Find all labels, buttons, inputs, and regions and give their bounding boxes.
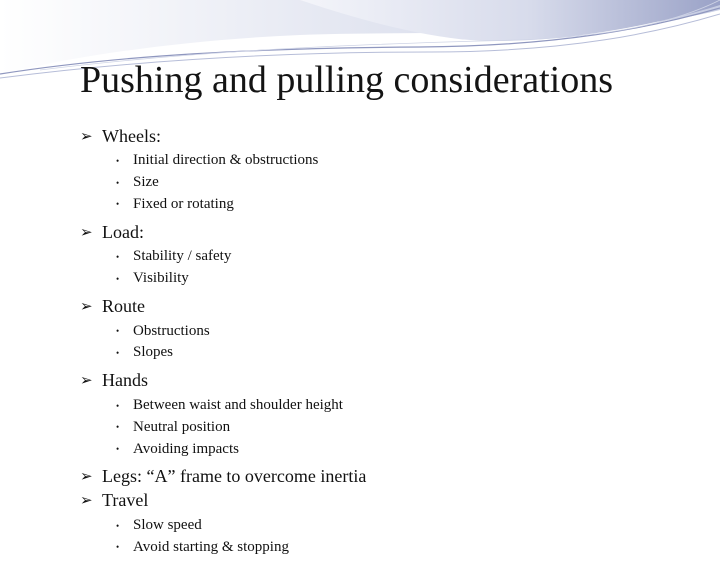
sub-bullet-label: Avoiding impacts xyxy=(133,440,239,457)
bullet-section xyxy=(80,220,710,289)
sub-bullet-item xyxy=(80,342,710,364)
sub-bullet-label: Slow speed xyxy=(133,517,202,534)
arrow-bullet-icon: ➢ xyxy=(80,469,93,486)
sub-bullet-label: Obstructions xyxy=(133,322,210,339)
sub-bullet-label: Initial direction & obstructions xyxy=(133,152,319,169)
main-bullet-label: Load: xyxy=(102,221,144,242)
bullet-content xyxy=(80,124,710,563)
dot-bullet-icon: • xyxy=(116,520,120,531)
main-bullet-item xyxy=(80,294,710,318)
arrow-bullet-icon: ➢ xyxy=(80,373,93,390)
sub-bullet-item xyxy=(80,246,710,268)
dot-bullet-icon: • xyxy=(116,400,120,411)
dot-bullet-icon: • xyxy=(116,326,120,337)
sub-bullet-item xyxy=(80,395,710,417)
sub-bullet-item xyxy=(80,172,710,194)
dot-bullet-icon: • xyxy=(116,347,120,358)
sub-bullet-label: Fixed or rotating xyxy=(133,195,234,212)
sub-bullet-item xyxy=(80,515,710,537)
sub-bullet-item xyxy=(80,193,710,215)
sub-bullet-label: Between waist and shoulder height xyxy=(133,397,343,414)
main-bullet-item xyxy=(80,489,710,513)
dot-bullet-icon: • xyxy=(116,542,120,553)
sub-bullet-item xyxy=(80,320,710,342)
sub-bullet-list xyxy=(80,246,710,289)
arrow-bullet-icon: ➢ xyxy=(80,224,93,241)
dot-bullet-icon: • xyxy=(116,251,120,262)
arrow-bullet-icon: ➢ xyxy=(80,298,93,315)
arrow-bullet-icon: ➢ xyxy=(80,128,93,145)
dot-bullet-icon: • xyxy=(116,422,120,433)
main-bullet-item xyxy=(80,369,710,393)
sub-bullet-label: Stability / safety xyxy=(133,248,232,265)
main-bullet-label: Wheels: xyxy=(102,125,161,146)
sub-bullet-label: Size xyxy=(133,174,159,191)
sub-bullet-list xyxy=(80,320,710,363)
sub-bullet-item xyxy=(80,268,710,290)
main-bullet-item xyxy=(80,124,710,148)
dot-bullet-icon: • xyxy=(116,444,120,455)
dot-bullet-icon: • xyxy=(116,273,120,284)
sub-bullet-list xyxy=(80,395,710,460)
main-bullet-label: Travel xyxy=(102,490,149,511)
dot-bullet-icon: • xyxy=(116,155,120,166)
bullet-section xyxy=(80,124,710,215)
sub-bullet-list xyxy=(80,150,710,215)
sub-bullet-list xyxy=(80,515,710,558)
bullet-section xyxy=(80,465,710,489)
slide-title: Pushing and pulling considerations xyxy=(80,59,614,101)
main-bullet-label: Route xyxy=(102,295,145,316)
sub-bullet-item xyxy=(80,438,710,460)
sub-bullet-label: Neutral position xyxy=(133,418,231,435)
sub-bullet-label: Visibility xyxy=(133,270,189,287)
main-bullet-item xyxy=(80,220,710,244)
bullet-section xyxy=(80,294,710,363)
sub-bullet-label: Slopes xyxy=(133,344,174,361)
sub-bullet-label: Avoid starting & stopping xyxy=(133,538,289,555)
dot-bullet-icon: • xyxy=(116,177,120,188)
main-bullet-item xyxy=(80,465,710,489)
arrow-bullet-icon: ➢ xyxy=(80,493,93,510)
sub-bullet-item xyxy=(80,417,710,439)
bullet-section xyxy=(80,489,710,558)
main-bullet-label: Legs: “A” frame to overcome inertia xyxy=(102,466,367,487)
bullet-section xyxy=(80,369,710,460)
dot-bullet-icon: • xyxy=(116,199,120,210)
main-bullet-label: Hands xyxy=(102,370,148,391)
sub-bullet-item xyxy=(80,150,710,172)
